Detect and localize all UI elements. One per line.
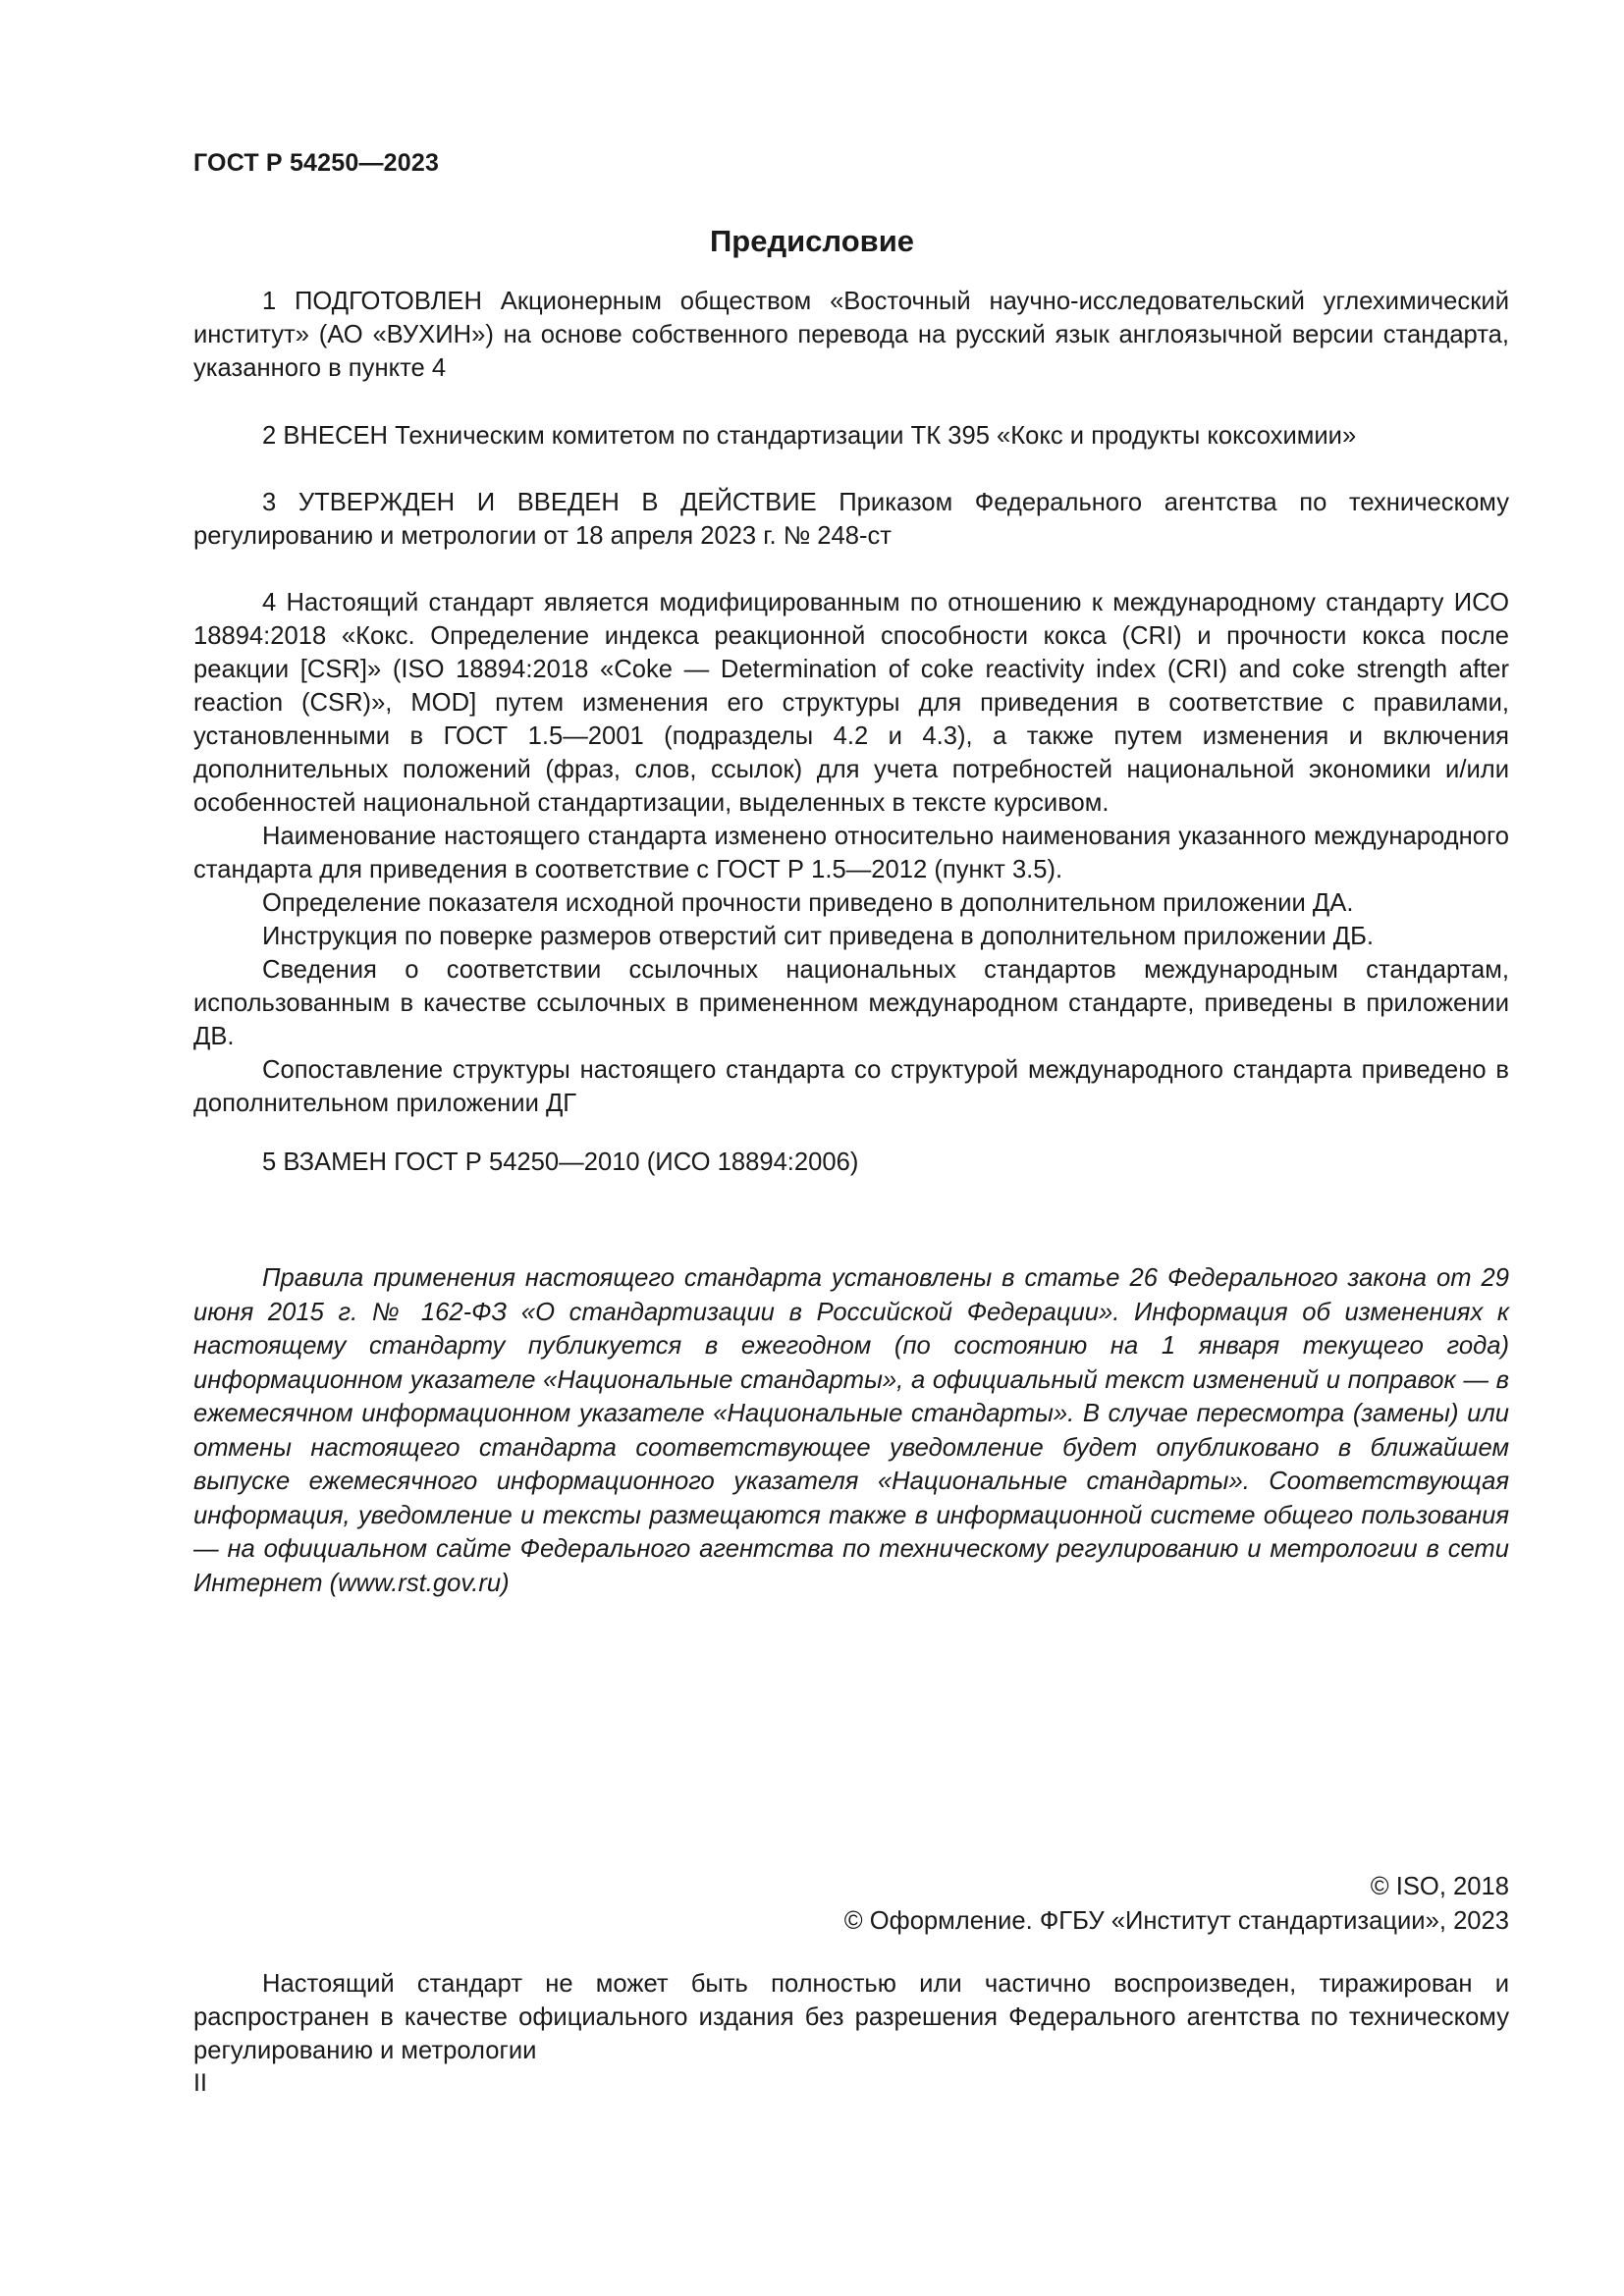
preface-item-3 [193, 486, 1509, 553]
rules-of-application-notice: Правила применения настоящего стандарта установлены в статье 26 Федерального закона от 29 июня 2015 г. № 162-ФЗ «О стандартизации в Российской Федерации». Информация об изменениях к настоящему стандарту публикуется в ежегодном (по состоянию на 1 января текущего года) информационном указателе «Национальные стандарты», а официальный текст изменений и поправок — в ежемесячном информационном указателе «Национальные стандарты». В случае пересмотра (замены) или отмены настоящего стандарта соответствующее уведомление будет опубликовано в ближайшем выпуске ежемесячного информационного указателя «Национальные стандарты». Соответствующая информация, уведомление и тексты размещаются также в информационной системе общего пользования — на официальном сайте Федерального агентства по техническому регулированию и метрологии в сети Интернет (www.rst.gov.ru) [193, 1264, 1509, 1597]
preface-item-5 [193, 1146, 1509, 1179]
preface-item-1-text: 1 ПОДГОТОВЛЕН Акционерным обществом «Восточный научно-исследовательский углехимический институт» (АО «ВУХИН») на основе собственного перевода на русский язык англоязычной версии стандарта, указанного в пункте 4 [193, 288, 1509, 382]
preface-item-4-appendix-dv: Сведения о соответствии ссылочных национальных стандартов международным стандартам, использованным в качестве ссылочных в примененном международном стандарте, приведены в приложении ДВ. [193, 956, 1509, 1050]
preface-item-4-appendix-dg: Сопоставление структуры настоящего стандарта со структурой международного стандарта приведено в дополнительном приложении ДГ [193, 1056, 1509, 1117]
copyright-iso: © ISO, 2018 [1370, 1873, 1509, 1900]
preface-item-3-text: 3 УТВЕРЖДЕН И ВВЕДЕН В ДЕЙСТВИЕ Приказом Федерального агентства по техническому регулированию и метрологии от 18 апреля 2023 г. № 248-ст [193, 489, 1509, 550]
preface-item-5-text: 5 ВЗАМЕН ГОСТ Р 54250—2010 (ИСО 18894:2006) [262, 1148, 859, 1176]
document-code-header: ГОСТ Р 54250—2023 [193, 149, 440, 177]
preface-item-4-appendix-da: Определение показателя исходной прочности приведено в дополнительном приложении ДА. [262, 889, 1354, 917]
copyright-design: © Оформление. ФГБУ «Институт стандартизации», 2023 [843, 1907, 1509, 1935]
preface-item-4-title-note: Наименование настоящего стандарта изменено относительно наименования указанного международного стандарта для приведения в соответствие с ГОСТ Р 1.5—2012 (пункт 3.5). [193, 823, 1509, 883]
preface-item-4 [193, 586, 1509, 1120]
preface-item-2-text: 2 ВНЕСЕН Техническим комитетом по стандартизации ТК 395 «Кокс и продукты коксохимии» [262, 422, 1357, 450]
copyright-block [844, 1870, 1509, 1939]
preface-item-4-text: 4 Настоящий стандарт является модифицированным по отношению к международному стандарту ИСО 18894:2018 «Кокс. Определение индекса реакционной способности кокса (CRI) и прочности кокса после реакции [CSR]» (ISO 18894:2018 «Coke — Determination of coke reactivity index (CRI) and coke strength after reaction (CSR)», MOD] путем изменения его структуры для приведения в соответствие с правилами, установленными в ГОСТ 1.5—2001 (подразделы 4.2 и 4.3), а также путем изменения и включения дополнительных положений (фраз, слов, ссылок) для учета потребностей национальной экономики и/или особенностей национальной стандартизации, выделенных в тексте курсивом. [193, 589, 1509, 817]
section-title: Предисловие [709, 224, 914, 258]
preface-item-4-appendix-db: Инструкция по поверке размеров отверстий сит приведена в дополнительном приложении ДБ. [262, 923, 1374, 950]
preface-item-1 [193, 285, 1509, 385]
page-number: II [193, 2069, 207, 2097]
reproduction-notice: Настоящий стандарт не может быть полностью или частично воспроизведен, тиражирован и распространен в качестве официального издания без разрешения Федерального агентства по техническому регулированию и метрологии [193, 1970, 1509, 2064]
preface-item-2 [193, 419, 1509, 453]
